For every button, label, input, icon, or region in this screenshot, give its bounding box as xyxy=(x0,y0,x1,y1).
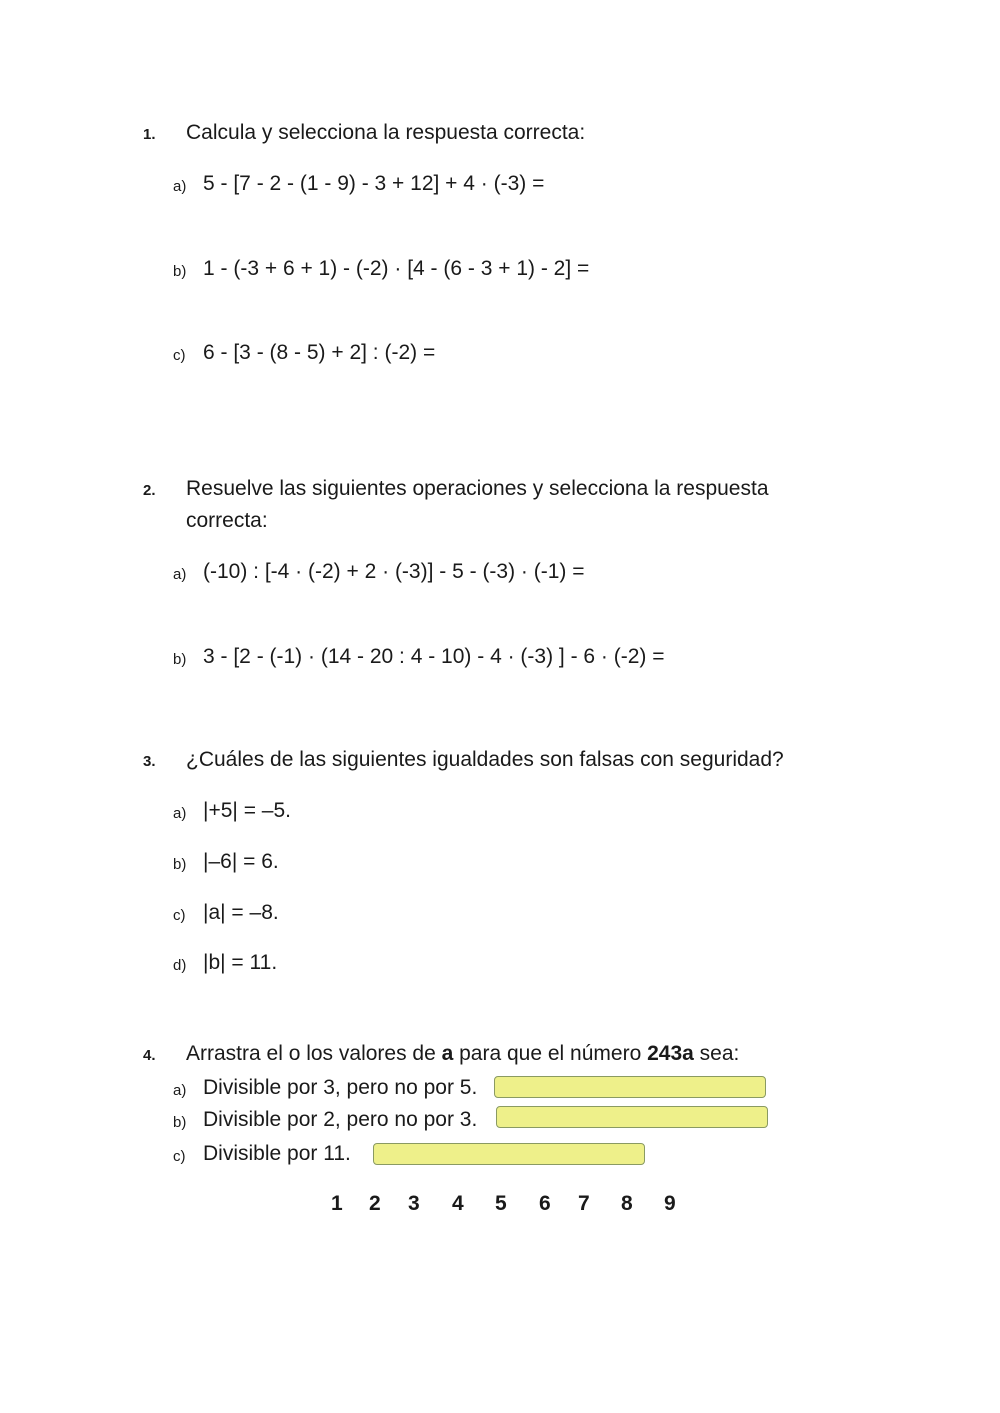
question-2-number: 2. xyxy=(143,482,156,499)
drag-option-6[interactable]: 6 xyxy=(539,1192,551,1215)
question-4-bold-number: 243a xyxy=(647,1042,694,1065)
question-3-number: 3. xyxy=(143,753,156,770)
q3-item-d-equality[interactable]: |b| = 11. xyxy=(203,951,278,974)
question-3-text: ¿Cuáles de las siguientes igualdades son falsas con seguridad? xyxy=(186,748,784,771)
drag-option-7[interactable]: 7 xyxy=(578,1192,590,1215)
q3-item-b-label: b) xyxy=(173,856,187,873)
drag-option-8[interactable]: 8 xyxy=(621,1192,633,1215)
q4-item-b-text: Divisible por 2, pero no por 3. xyxy=(203,1108,478,1131)
q3-item-c-equality[interactable]: |a| = –8. xyxy=(203,901,279,924)
question-4-text xyxy=(186,1042,739,1066)
q3-item-c-label: c) xyxy=(173,907,186,924)
q4-item-c-label: c) xyxy=(173,1148,186,1165)
question-1-text: Calcula y selecciona la respuesta correcta: xyxy=(186,121,586,144)
q1-item-c-label: c) xyxy=(173,347,186,364)
q1-item-c-expression: 6 - [3 - (8 - 5) + 2] : (-2) = xyxy=(203,341,436,364)
drag-option-4[interactable]: 4 xyxy=(452,1192,464,1215)
question-4-text-part-2: para que el número xyxy=(453,1042,648,1065)
question-1-number: 1. xyxy=(143,126,156,143)
drag-option-3[interactable]: 3 xyxy=(408,1192,420,1215)
q2-item-a-label: a) xyxy=(173,566,187,583)
q4-item-c-text: Divisible por 11. xyxy=(203,1142,351,1165)
q4-item-c-dropzone[interactable] xyxy=(373,1143,645,1165)
q4-item-b-label: b) xyxy=(173,1114,187,1131)
drag-option-2[interactable]: 2 xyxy=(369,1192,381,1215)
question-2-text-line-2: correcta: xyxy=(186,509,268,532)
q3-item-d-label: d) xyxy=(173,957,187,974)
question-2-text-line-1: Resuelve las siguientes operaciones y selecciona la respuesta xyxy=(186,477,769,500)
q4-item-a-label: a) xyxy=(173,1082,187,1099)
drag-option-1[interactable]: 1 xyxy=(331,1192,343,1215)
q1-item-a-expression: 5 - [7 - 2 - (1 - 9) - 3 + 12] + 4 · (-3) = xyxy=(203,172,545,195)
q2-item-b-label: b) xyxy=(173,651,187,668)
q3-item-a-equality[interactable]: |+5| = –5. xyxy=(203,799,291,822)
question-4-number: 4. xyxy=(143,1047,156,1064)
q4-item-a-dropzone[interactable] xyxy=(494,1076,766,1098)
q3-item-a-label: a) xyxy=(173,805,187,822)
question-4-bold-a: a xyxy=(441,1042,454,1065)
drag-option-5[interactable]: 5 xyxy=(495,1192,507,1215)
q3-item-b-equality[interactable]: |–6| = 6. xyxy=(203,850,279,873)
question-4-text-part-3: sea: xyxy=(693,1042,740,1065)
q4-item-b-dropzone[interactable] xyxy=(496,1106,768,1128)
q4-item-a-text: Divisible por 3, pero no por 5. xyxy=(203,1076,478,1099)
q2-item-a-expression: (-10) : [-4 · (-2) + 2 · (-3)] - 5 - (-3) · (-1) = xyxy=(203,560,585,583)
q1-item-a-label: a) xyxy=(173,178,187,195)
q1-item-b-label: b) xyxy=(173,263,187,280)
q1-item-b-expression: 1 - (-3 + 6 + 1) - (-2) · [4 - (6 - 3 + 1) - 2] = xyxy=(203,257,590,280)
drag-option-9[interactable]: 9 xyxy=(664,1192,676,1215)
question-4-text-part-1: Arrastra el o los valores de xyxy=(186,1042,442,1065)
q2-item-b-expression: 3 - [2 - (-1) · (14 - 20 : 4 - 10) - 4 · (-3) ] - 6 · (-2) = xyxy=(203,645,665,668)
